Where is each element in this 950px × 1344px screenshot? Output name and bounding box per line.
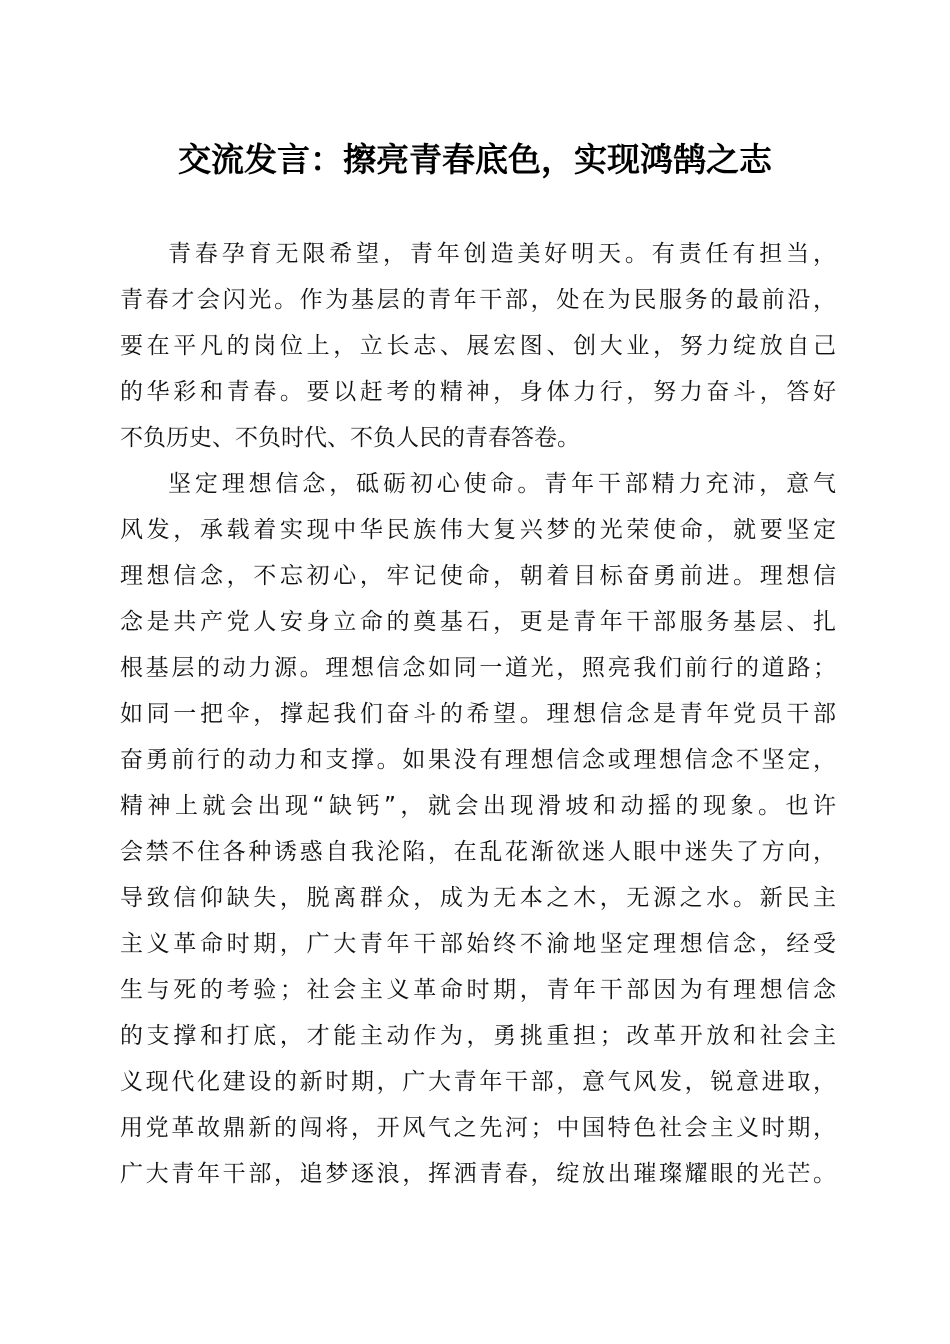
paragraph-1-line: 青春才会闪光。作为基层的青年干部，处在为民服务的最前沿， — [120, 287, 836, 313]
paragraph-2-line: 如同一把伞，撑起我们奋斗的希望。理想信念是青年党员干部 — [120, 701, 836, 727]
paragraph-2-line: 的支撑和打底，才能主动作为，勇挑重担；改革开放和社会主 — [120, 1023, 836, 1049]
paragraph-2-line: 坚定理想信念，砥砺初心使命。青年干部精力充沛，意气 — [168, 471, 836, 497]
paragraph-2-line: 义现代化建设的新时期，广大青年干部，意气风发，锐意进取， — [120, 1069, 836, 1095]
paragraph-2-line: 奋勇前行的动力和支撑。如果没有理想信念或理想信念不坚定， — [120, 747, 836, 773]
paragraph-2-line: 根基层的动力源。理想信念如同一道光，照亮我们前行的道路； — [120, 655, 836, 681]
paragraph-2-line: 会禁不住各种诱惑自我沦陷，在乱花渐欲迷人眼中迷失了方向， — [120, 839, 836, 865]
paragraph-1-line: 要在平凡的岗位上，立长志、展宏图、创大业，努力绽放自己 — [120, 333, 836, 359]
paragraph-2-line: 用党革故鼎新的闯将，开风气之先河；中国特色社会主义时期， — [120, 1115, 836, 1141]
paragraph-2-line: 精神上就会出现“缺钙”，就会出现滑坡和动摇的现象。也许 — [120, 793, 836, 819]
paragraph-1-line: 不负历史、不负时代、不负人民的青春答卷。 — [120, 425, 580, 451]
paragraph-2-line: 生与死的考验；社会主义革命时期，青年干部因为有理想信念 — [120, 977, 836, 1003]
paragraph-1-line: 青春孕育无限希望，青年创造美好明天。有责任有担当， — [168, 241, 836, 267]
paragraph-2-line: 广大青年干部，追梦逐浪，挥洒青春，绽放出璀璨耀眼的光芒。 — [120, 1161, 836, 1187]
paragraph-2-line: 念是共产党人安身立命的奠基石，更是青年干部服务基层、扎 — [120, 609, 836, 635]
paragraph-2-line: 理想信念，不忘初心，牢记使命，朝着目标奋勇前进。理想信 — [120, 563, 836, 589]
paragraph-2-line: 导致信仰缺失，脱离群众，成为无本之木，无源之水。新民主 — [120, 885, 836, 911]
paragraph-1-line: 的华彩和青春。要以赶考的精神，身体力行，努力奋斗，答好 — [120, 379, 836, 405]
document-title: 交流发言：擦亮青春底色，实现鸿鹄之志 — [178, 140, 772, 179]
paragraph-2-line: 主义革命时期，广大青年干部始终不渝地坚定理想信念，经受 — [120, 931, 836, 957]
paragraph-2-line: 风发，承载着实现中华民族伟大复兴梦的光荣使命，就要坚定 — [120, 517, 836, 543]
